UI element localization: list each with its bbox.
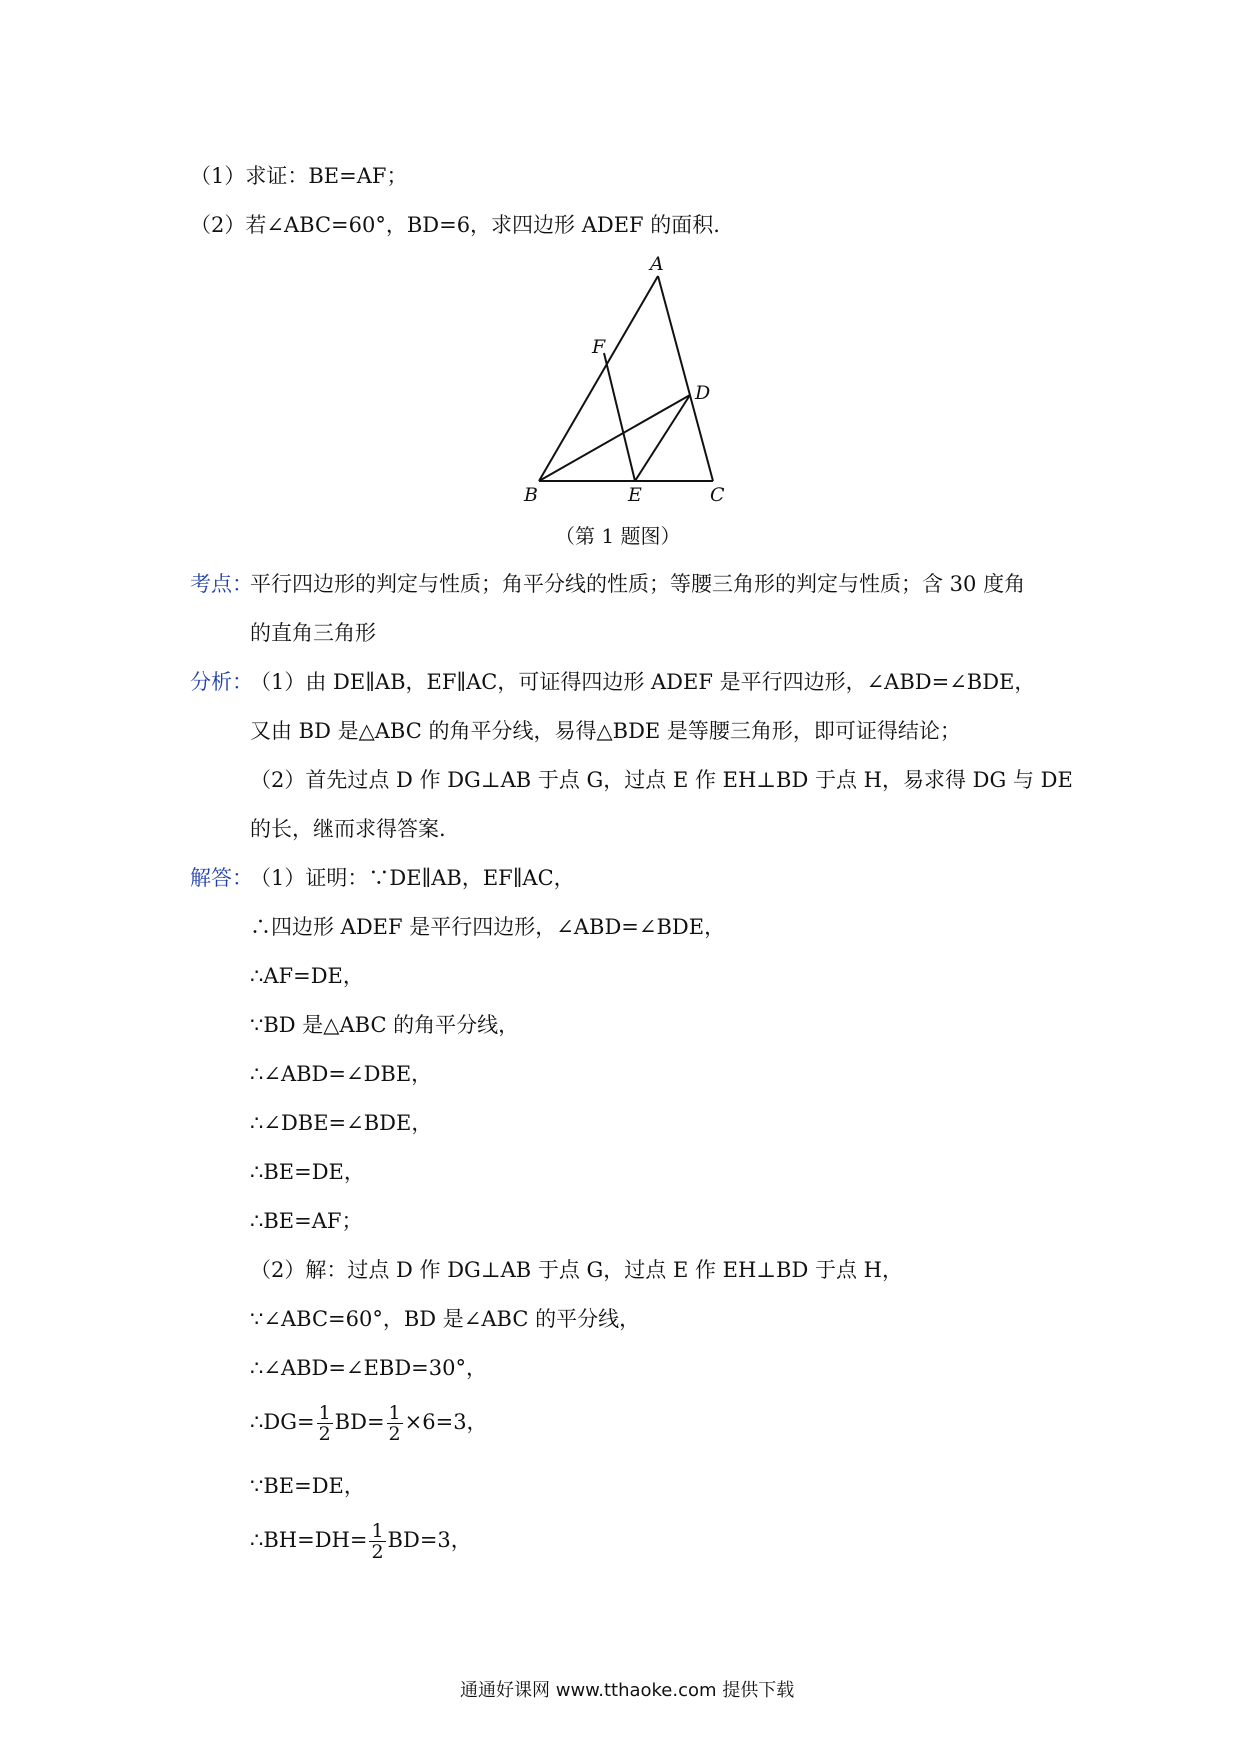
- triangle-figure: [520, 250, 740, 510]
- step11-part-c: ×6=3，: [404, 1410, 488, 1434]
- jieda-text-1: （1）证明：∵DE∥AB，EF∥AC，: [250, 866, 575, 890]
- solution-step-4: ∴∠ABD=∠DBE，: [250, 1062, 433, 1086]
- fenxi-text-2: 又由 BD 是△ABC 的角平分线，易得△BDE 是等腰三角形，即可证得结论；: [250, 719, 961, 743]
- segment-AB: [539, 276, 658, 481]
- fenxi-text-1: （1）由 DE∥AB，EF∥AC，可证得四边形 ADEF 是平行四边形，∠ABD=∠BDE，: [250, 670, 1036, 694]
- solution-step-9: ∵∠ABC=60°，BD 是∠ABC 的平分线，: [250, 1307, 641, 1331]
- label-F: F: [592, 336, 606, 358]
- segment-EF: [604, 353, 635, 481]
- solution-step-2: ∴AF=DE，: [250, 964, 364, 988]
- question-2: （2）若∠ABC=60°，BD=6，求四边形 ADEF 的面积.: [190, 213, 720, 237]
- segment-BD: [539, 395, 690, 481]
- label-B: B: [524, 484, 538, 506]
- question-1: （1）求证：BE=AF；: [190, 164, 408, 188]
- fraction-numerator: 1: [388, 1402, 401, 1424]
- solution-step-10: ∴∠ABD=∠EBD=30°，: [250, 1356, 487, 1380]
- segment-DE: [635, 395, 690, 481]
- fraction-denominator: 2: [371, 1541, 384, 1563]
- fenxi-label: 分析：: [190, 670, 253, 694]
- segment-AC: [658, 276, 713, 481]
- footer-text: 通通好课网 www.tthaoke.com 提供下载: [460, 1680, 795, 1701]
- label-E: E: [628, 484, 642, 506]
- solution-step-3: ∵BD 是△ABC 的角平分线，: [250, 1013, 520, 1037]
- solution-step-5: ∴∠DBE=∠BDE，: [250, 1111, 433, 1135]
- figure-caption: （第 1 题图）: [555, 524, 681, 548]
- fraction-numerator: 1: [318, 1402, 331, 1424]
- step13-part-a: ∴BH=DH=: [250, 1528, 368, 1552]
- label-A: A: [650, 253, 664, 275]
- solution-step-12: ∵BE=DE，: [250, 1474, 365, 1498]
- kaodian-label: 考点：: [190, 572, 253, 596]
- fraction-denominator: 2: [318, 1423, 331, 1445]
- solution-step-7: ∴BE=AF；: [250, 1209, 363, 1233]
- fraction-half: [317, 1403, 333, 1444]
- solution-step-1: ∴四边形 ADEF 是平行四边形，∠ABD=∠BDE，: [250, 915, 726, 939]
- solution-step-6: ∴BE=DE，: [250, 1160, 365, 1184]
- kaodian-text-2: 的直角三角形: [250, 621, 376, 645]
- fenxi-text-4: 的长，继而求得答案.: [250, 817, 446, 841]
- label-C: C: [710, 484, 725, 506]
- step11-part-a: ∴DG=: [250, 1410, 315, 1434]
- step13-part-b: BD=3，: [387, 1528, 472, 1552]
- jieda-label: 解答：: [190, 866, 253, 890]
- fraction-numerator: 1: [371, 1520, 384, 1542]
- solution-step-13: [250, 1521, 472, 1562]
- label-D: D: [695, 382, 711, 404]
- step11-part-b: BD=: [334, 1410, 385, 1434]
- kaodian-text-1: 平行四边形的判定与性质；角平分线的性质；等腰三角形的判定与性质；含 30 度角: [250, 572, 1026, 596]
- fraction-half: [369, 1521, 385, 1562]
- fraction-denominator: 2: [388, 1423, 401, 1445]
- solution-step-11: [250, 1403, 488, 1444]
- fraction-half: [387, 1403, 403, 1444]
- solution-step-8: （2）解：过点 D 作 DG⊥AB 于点 G，过点 E 作 EH⊥BD 于点 H，: [250, 1258, 903, 1282]
- fenxi-text-3: （2）首先过点 D 作 DG⊥AB 于点 G，过点 E 作 EH⊥BD 于点 H，易求得 DG 与 DE: [250, 768, 1073, 792]
